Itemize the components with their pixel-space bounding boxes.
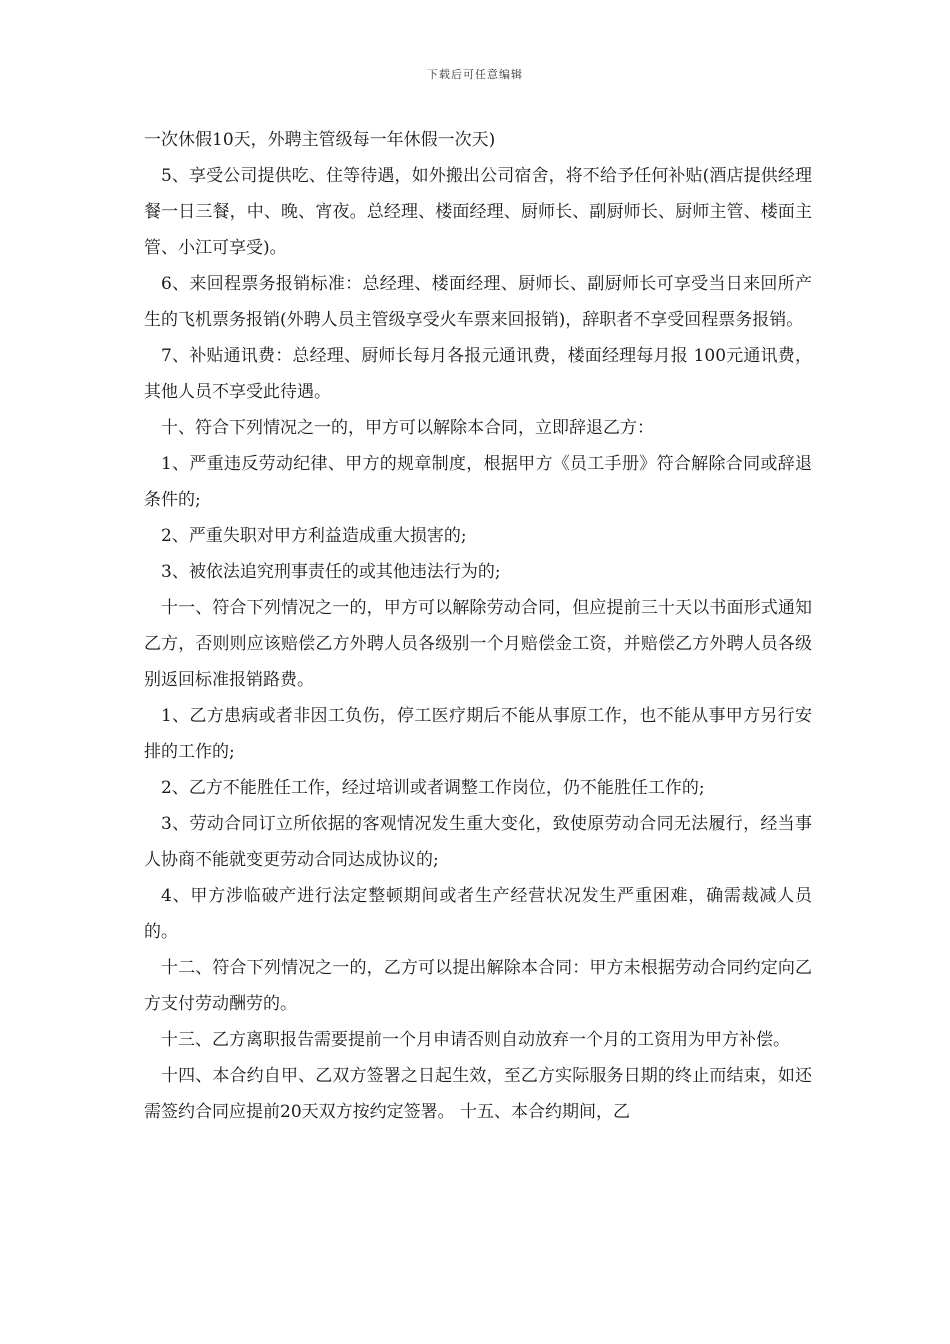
paragraph-clause-11-item-3: 3、劳动合同订立所依据的客观情况发生重大变化，致使原劳动合同无法履行，经当事人协商不能就变更劳动合同达成协议的;	[144, 814, 812, 870]
paragraph-clause-10-item-2: 2、严重失职对甲方利益造成重大损害的;	[161, 526, 467, 546]
paragraph-clause-11: 十一、符合下列情况之一的，甲方可以解除劳动合同，但应提前三十天以书面形式通知乙方，否则则应该赔偿乙方外聘人员各级别一个月赔偿金工资，并赔偿乙方外聘人员各级别返回标准报销路费。	[144, 598, 812, 690]
paragraph-clause-10-item-1: 1、严重违反劳动纪律、甲方的规章制度，根据甲方《员工手册》符合解除合同或辞退条件的;	[144, 454, 812, 510]
paragraph-clause-14: 十四、本合约自甲、乙双方签署之日起生效，至乙方实际服务日期的终止而结束，如还需签约合同应提前20天双方按约定签署。 十五、本合约期间，乙	[144, 1066, 812, 1122]
paragraph-clause-11-item-2: 2、乙方不能胜任工作，经过培训或者调整工作岗位，仍不能胜任工作的;	[161, 778, 705, 798]
paragraph-item-6-travel: 6、来回程票务报销标准：总经理、楼面经理、厨师长、副厨师长可享受当日来回所产生的飞机票务报销(外聘人员主管级享受火车票来回报销)，辞职者不享受回程票务报销。	[144, 274, 812, 330]
paragraph-clause-11-item-1: 1、乙方患病或者非因工负伤，停工医疗期后不能从事原工作，也不能从事甲方另行安排的工作的;	[144, 706, 812, 762]
document-body	[144, 122, 812, 1130]
paragraph-continuation: 一次休假10天，外聘主管级每一年休假一次天)	[144, 130, 496, 150]
paragraph-item-7-telecom: 7、补贴通讯费：总经理、厨师长每月各报元通讯费，楼面经理每月报 100元通讯费，其他人员不享受此待遇。	[144, 346, 812, 402]
paragraph-clause-12: 十二、符合下列情况之一的，乙方可以提出解除本合同：甲方未根据劳动合同约定向乙方支付劳动酬劳的。	[144, 958, 812, 1014]
paragraph-clause-10: 十、符合下列情况之一的，甲方可以解除本合同，立即辞退乙方：	[161, 418, 654, 438]
paragraph-clause-10-item-3: 3、被依法追究刑事责任的或其他违法行为的;	[161, 562, 501, 582]
paragraph-clause-11-item-4: 4、甲方涉临破产进行法定整顿期间或者生产经营状况发生严重困难，确需裁减人员的。	[144, 886, 812, 942]
paragraph-clause-13: 十三、乙方离职报告需要提前一个月申请否则自动放弃一个月的工资用为甲方补偿。	[161, 1030, 790, 1050]
header-note: 下载后可任意编辑	[427, 68, 523, 81]
paragraph-item-5-meals: 5、享受公司提供吃、住等待遇，如外搬出公司宿舍，将不给予任何补贴(酒店提供经理餐一日三餐，中、晚、宵夜。总经理、楼面经理、厨师长、副厨师长、厨师主管、楼面主管、小江可享受)。	[144, 166, 812, 258]
